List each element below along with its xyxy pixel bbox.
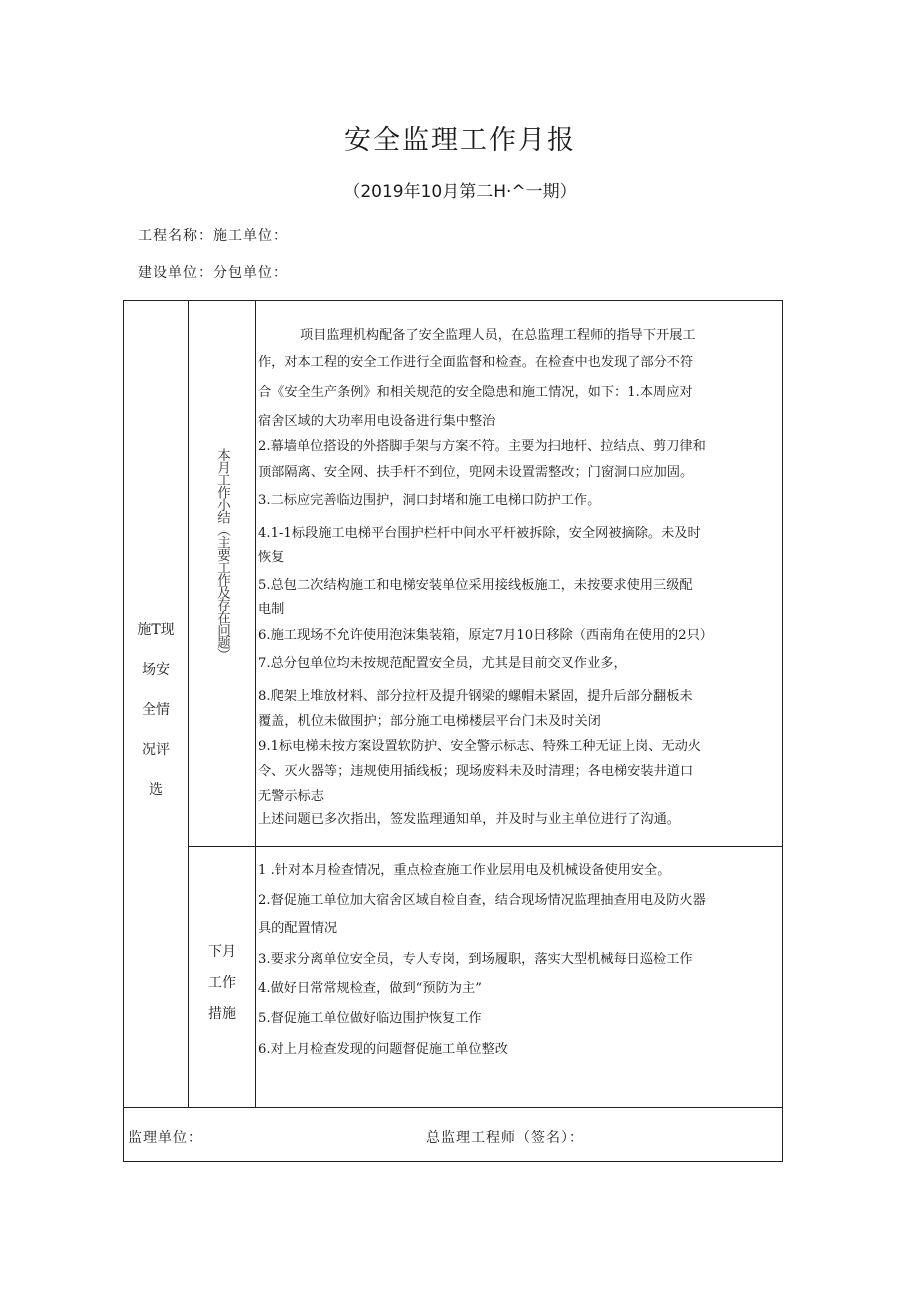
summary-line: 电制 bbox=[258, 602, 285, 617]
next-month-line: 6.对上月检查发现的问题督促施工单位整改 bbox=[258, 1042, 508, 1057]
page-title: 安全监理工作月报 bbox=[344, 125, 576, 156]
summary-line: 8.爬架上堆放材料、部分拉杆及提升钢梁的螺帽未紧固，提升后部分翻板未 bbox=[258, 689, 693, 704]
summary-line: 上述问题已多次指出，签发监理通知单，并及时与业主单位进行了沟通。 bbox=[258, 812, 680, 827]
row-divider-next bbox=[188, 846, 783, 847]
summary-line: 宿舍区域的大功率用电设备进行集中整治 bbox=[258, 414, 496, 429]
project-info-line-2: 建设单位：分包单位： bbox=[138, 265, 288, 281]
summary-line: 2.幕墙单位搭设的外搭脚手架与方案不符。主要为扫地杆、拉结点、剪刀律和 bbox=[258, 439, 706, 454]
table-border-bottom bbox=[123, 1161, 783, 1162]
table-border-top bbox=[123, 300, 783, 301]
section-label-line: 全情 bbox=[142, 702, 170, 718]
summary-line: 5.总包二次结构施工和电梯安装单位采用接线板施工，未按要求使用三级配 bbox=[258, 578, 693, 593]
next-month-header-line: 措施 bbox=[208, 1006, 236, 1022]
summary-header: 本月工作小结（主要工作及存在问题） bbox=[214, 448, 230, 661]
summary-line: 恢复 bbox=[258, 550, 285, 565]
project-info-line-1: 工程名称：施工单位： bbox=[138, 228, 288, 244]
next-month-line: 3.要求分离单位安全员，专人专岗，到场履职，落实大型机械每日巡检工作 bbox=[258, 952, 693, 967]
section-label-line: 况评 bbox=[142, 742, 170, 758]
summary-line: 无警示标志 bbox=[258, 789, 324, 804]
summary-line: 9.1标电梯未按方案设置软防护、安全警示标志、特殊工种无证上岗、无动火 bbox=[258, 739, 701, 754]
summary-line: 项目监理机构配备了安全监理人员，在总监理工程师的指导下开展工 bbox=[300, 328, 696, 343]
column-divider-2 bbox=[255, 300, 256, 1107]
table-border-right bbox=[782, 300, 783, 1162]
summary-line: 7.总分包单位均未按规范配置安全员，尤其是目前交叉作业多， bbox=[258, 656, 627, 671]
summary-line: 6.施工现场不允许使用泡沫集装箱，原定7月10日移除（西南角在使用的2只） bbox=[258, 628, 713, 643]
row-divider-footer bbox=[123, 1107, 783, 1108]
summary-line: 顶部隔离、安全网、扶手杆不到位，兜网未设置需整改；门窗洞口应加固。 bbox=[258, 465, 694, 480]
section-label-line: 选 bbox=[149, 782, 163, 798]
summary-line: 令、灭火器等；违规使用插线板；现场废料未及时清理；各电梯安装井道口 bbox=[258, 764, 694, 779]
next-month-header-line: 下月 bbox=[208, 944, 236, 960]
section-label bbox=[124, 610, 188, 810]
section-label-line: 场安 bbox=[142, 662, 170, 678]
chief-engineer-signature-label: 总监理工程师（签名）： bbox=[426, 1130, 584, 1146]
summary-line: 4.1-1标段施工电梯平台围护栏杆中间水平杆被拆除，安全网被摘除。未及时 bbox=[258, 526, 701, 541]
next-month-header-line: 工作 bbox=[208, 975, 236, 991]
next-month-line: 5.督促施工单位做好临边围护恢复工作 bbox=[258, 1011, 482, 1026]
next-month-line: 1 .针对本月检查情况，重点检查施工作业层用电及机械设备使用安全。 bbox=[258, 863, 671, 878]
report-period: （2019年10月第二H·^一期） bbox=[343, 182, 577, 202]
section-label-line: 施T现 bbox=[137, 622, 175, 638]
summary-line: 覆盖，机位未做围护；部分施工电梯楼层平台门未及时关闭 bbox=[258, 714, 601, 729]
supervision-unit-label: 监理单位： bbox=[128, 1130, 203, 1146]
next-month-line: 2.督促施工单位加大宿舍区域自检自查，结合现场情况监理抽查用电及防火器 bbox=[258, 893, 706, 908]
summary-line: 3.二标应完善临边围护，洞口封堵和施工电梯口防护工作。 bbox=[258, 493, 601, 508]
summary-line: 合《安全生产条例》和相关规范的安全隐患和施工情况，如下：1.本周应对 bbox=[258, 385, 693, 400]
next-month-header bbox=[189, 937, 255, 1030]
next-month-line: 具的配置情况 bbox=[258, 921, 338, 936]
next-month-line: 4.做好日常常规检查，做到“预防为主” bbox=[258, 981, 482, 996]
summary-line: 作，对本工程的安全工作进行全面监督和检查。在检查中也发现了部分不符 bbox=[258, 355, 694, 370]
